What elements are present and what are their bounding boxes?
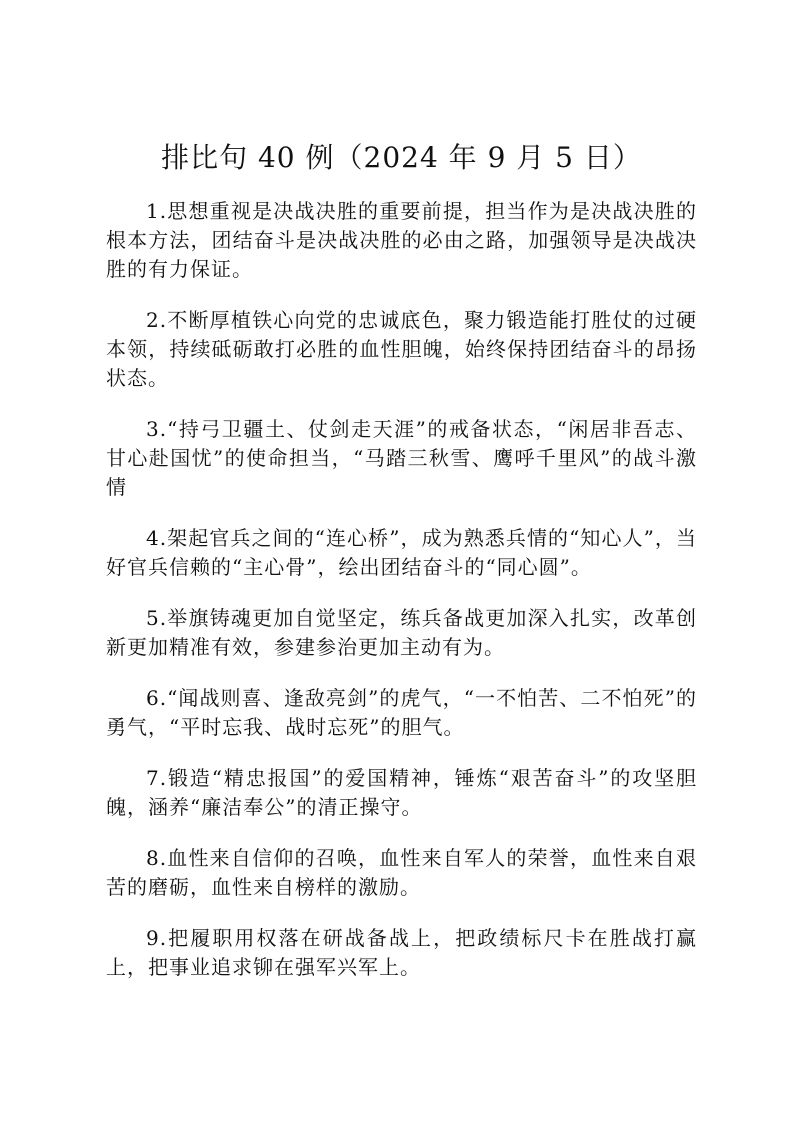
list-item: 8.血性来自信仰的召唤，血性来自军人的荣誉，血性来自艰苦的磨砺，血性来自榜样的激励。	[106, 846, 697, 899]
list-item: 2.不断厚植铁心向党的忠诚底色，聚力锻造能打胜仗的过硬本领，持续砥砺敢打必胜的血性胆魄，始终保持团结奋斗的昂扬状态。	[106, 308, 697, 390]
list-item: 1.思想重视是决战决胜的重要前提，担当作为是决战决胜的根本方法，团结奋斗是决战决胜的必由之路，加强领导是决战决胜的有力保证。	[106, 199, 697, 281]
document-title: 排比句 40 例（2024 年 9 月 5 日）	[161, 141, 642, 174]
list-item: 4.架起官兵之间的“连心桥”，成为熟悉兵情的“知心人”，当好官兵信赖的“主心骨”，绘出团结奋斗的“同心圆”。	[106, 526, 697, 579]
list-item: 7.锻造“精忠报国”的爱国精神，锤炼“艰苦奋斗”的攻坚胆魄，涵养“廉洁奉公”的清正操守。	[106, 766, 697, 819]
list-item: 5.举旗铸魂更加自觉坚定，练兵备战更加深入扎实，改革创新更加精准有效，参建参治更加主动有为。	[106, 606, 697, 659]
list-item: 9.把履职用权落在研战备战上，把政绩标尺卡在胜战打赢上，把事业追求铆在强军兴军上。	[106, 926, 697, 979]
list-item: 3.“持弓卫疆土、仗剑走天涯”的戒备状态，“闲居非吾志、甘心赴国忧”的使命担当，“马踏三秋雪、鹰呼千里风”的战斗激情	[106, 417, 697, 499]
list-item: 6.“闻战则喜、逢敌亮剑”的虎气，“一不怕苦、二不怕死”的勇气，“平时忘我、战时忘死”的胆气。	[106, 686, 697, 739]
sentence-list	[106, 197, 697, 982]
